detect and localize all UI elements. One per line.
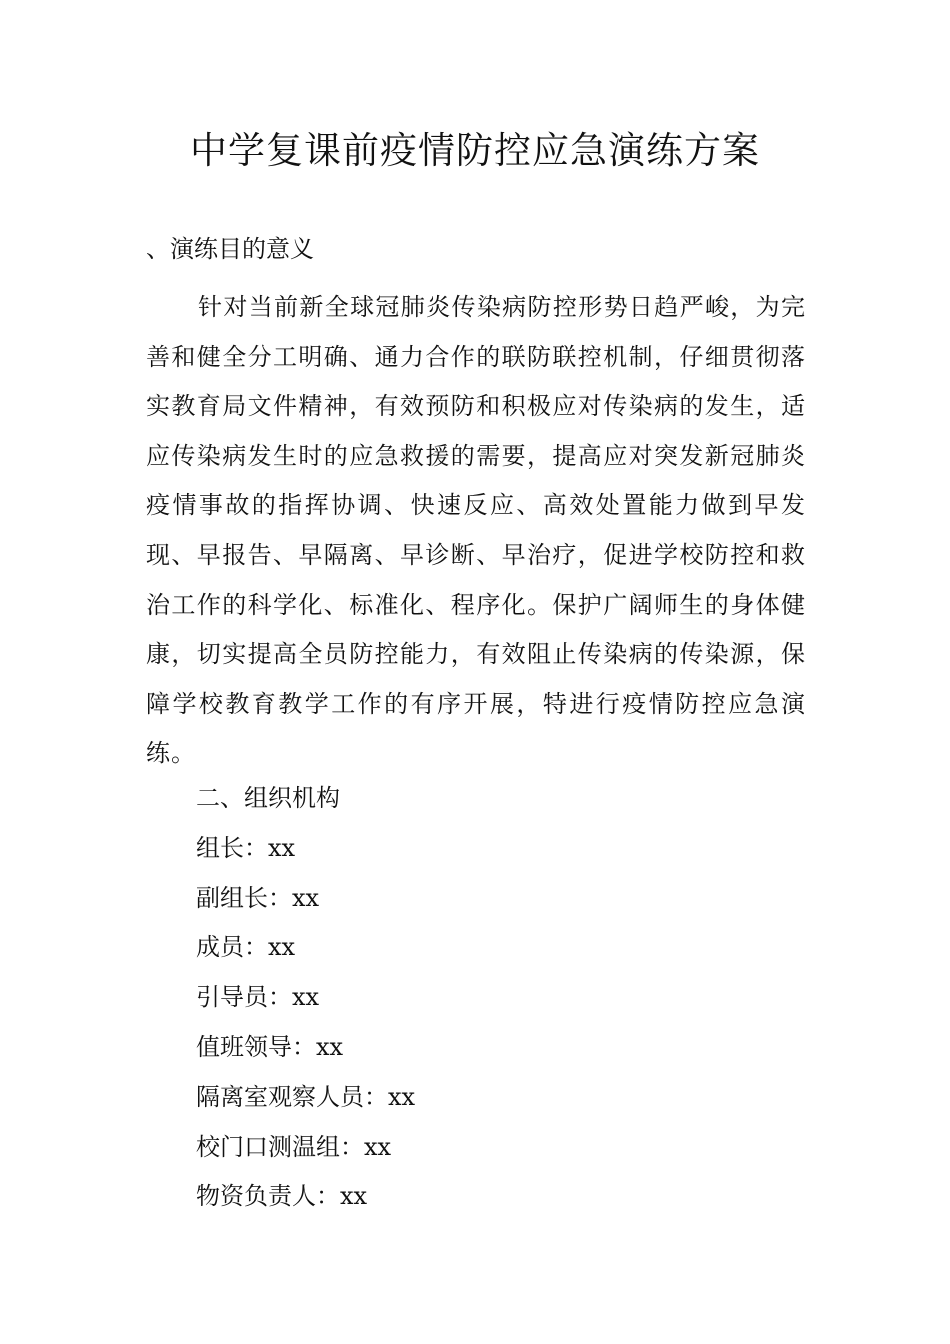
org-item-leader: 组长：xx <box>196 833 296 862</box>
section-heading-organization: 二、组织机构 <box>196 784 340 812</box>
purpose-paragraph: 针对当前新全球冠肺炎传染病防控形势日趋严峻，为完善和健全分工明确、通力合作的联防联控机制，仔细贯彻落实教育局文件精神，有效预防和积极应对传染病的发生，适应传染病发生时的应急救援的需要，提高应对突发新冠肺炎疫情事故的指挥协调、快速反应、高效处置能力做到早发现、早报告、早隔离、早诊断、早治疗，促进学校防控和救治工作的科学化、标准化、程序化。保护广阔师生的身体健康，切实提高全员防控能力，有效阻止传染病的传染源，保障学校教育教学工作的有序开展，特进行疫情防控应急演练。 <box>146 293 806 768</box>
org-item-duty-leader: 值班领导：xx <box>196 1032 344 1061</box>
org-item-isolation-observer: 隔离室观察人员：xx <box>196 1082 416 1111</box>
org-item-deputy-leader: 副组长：xx <box>196 883 320 912</box>
document-title: 中学复课前疫情防控应急演练方案 <box>190 129 760 172</box>
org-item-supplies-manager: 物资负责人：xx <box>196 1182 368 1211</box>
org-item-members: 成员：xx <box>196 933 296 962</box>
org-item-guide: 引导员：xx <box>196 983 320 1012</box>
org-item-gate-temperature-team: 校门口测温组：xx <box>196 1132 392 1161</box>
organization-section <box>196 781 415 1229</box>
section-heading-purpose: 、演练目的意义 <box>146 235 314 263</box>
